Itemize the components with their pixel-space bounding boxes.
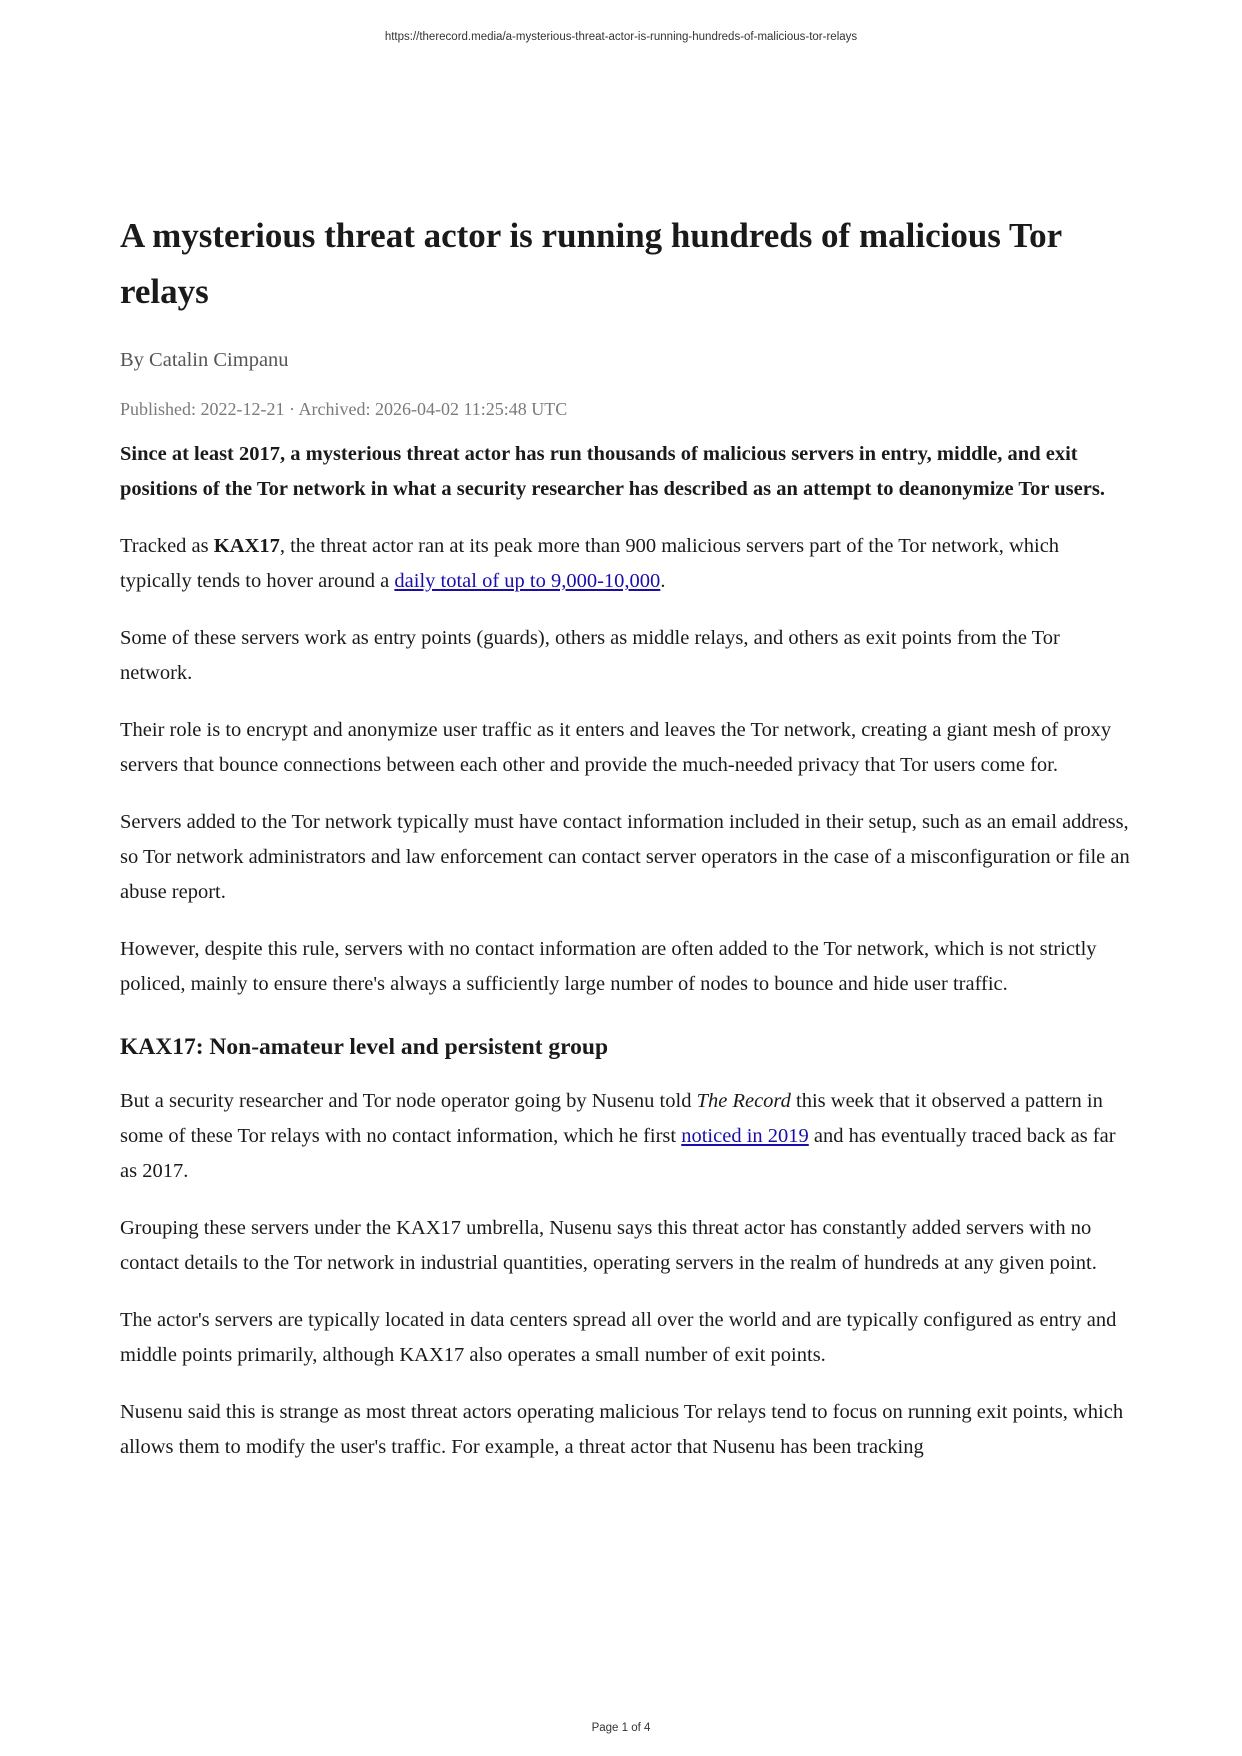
paragraph-text: this week that it observed a pattern in some of these Tor relays with no contact information, which he first <box>120 1090 1103 1147</box>
paragraph-1 <box>120 529 1130 599</box>
daily-total-link[interactable]: daily total of up to 9,000-10,000 <box>394 570 661 592</box>
publication-name: The Record <box>696 1090 791 1112</box>
page-number: Page 1 of 4 <box>591 1722 651 1734</box>
paragraph-text: . <box>660 570 666 592</box>
paragraph-2: Some of these servers work as entry points (guards), others as middle relays, and others as exit points from the Tor network. <box>120 627 1060 684</box>
paragraph-text: and has eventually traced back as far as 2017. <box>120 1125 1116 1182</box>
paragraph-text: But a security researcher and Tor node operator going by Nusenu told <box>120 1090 697 1112</box>
paragraph-4: Servers added to the Tor network typically must have contact information included in their setup, such as an email address, so Tor network administrators and law enforcement can contact server operators in the case of a misconfiguration or file an abuse report. <box>120 811 1130 903</box>
paragraph-7: Grouping these servers under the KAX17 umbrella, Nusenu says this threat actor has constantly added servers with no contact details to the Tor network in industrial quantities, operating servers in the realm of hundreds at any given point. <box>120 1217 1097 1274</box>
article-byline: By Catalin Cimpanu <box>120 349 289 371</box>
paragraph-6 <box>120 1084 1130 1189</box>
article-title: A mysterious threat actor is running hundreds of malicious Tor relays <box>120 216 1062 311</box>
section-heading: KAX17: Non-amateur level and persistent group <box>120 1034 609 1060</box>
paragraph-9: Nusenu said this is strange as most threat actors operating malicious Tor relays tend to focus on running exit points, which allows them to modify the user's traffic. For example, a threat actor that Nusenu has been tracking <box>120 1401 1124 1458</box>
article <box>120 208 1130 1465</box>
noticed-2019-link[interactable]: noticed in 2019 <box>681 1125 809 1147</box>
paragraph-3: Their role is to encrypt and anonymize user traffic as it enters and leaves the Tor network, creating a giant mesh of proxy servers that bounce connections between each other and provide the much-needed privacy that Tor users come for. <box>120 719 1112 776</box>
paragraph-text: , the threat actor ran at its peak more than 900 malicious servers part of the Tor network, which typically tends to hover around a <box>120 535 1060 592</box>
article-dates: Published: 2022-12-21 · Archived: 2026-04-02 11:25:48 UTC <box>120 399 568 419</box>
page-url-header: https://therecord.media/a-mysterious-threat-actor-is-running-hundreds-of-malicious-tor-relays <box>384 31 858 43</box>
paragraph-5: However, despite this rule, servers with no contact information are often added to the Tor network, which is not strictly policed, mainly to ensure there's always a sufficiently large number of nodes to bounce and hide user traffic. <box>120 938 1097 995</box>
kax17-strong: KAX17 <box>213 535 280 557</box>
paragraph-text: Tracked as <box>120 535 214 557</box>
article-lead: Since at least 2017, a mysterious threat actor has run thousands of malicious servers in entry, middle, and exit positions of the Tor network in what a security researcher has described as an attempt to deanonymize Tor users. <box>120 443 1105 500</box>
paragraph-8: The actor's servers are typically located in data centers spread all over the world and are typically configured as entry and middle points primarily, although KAX17 also operates a small number of exit points. <box>120 1309 1117 1366</box>
